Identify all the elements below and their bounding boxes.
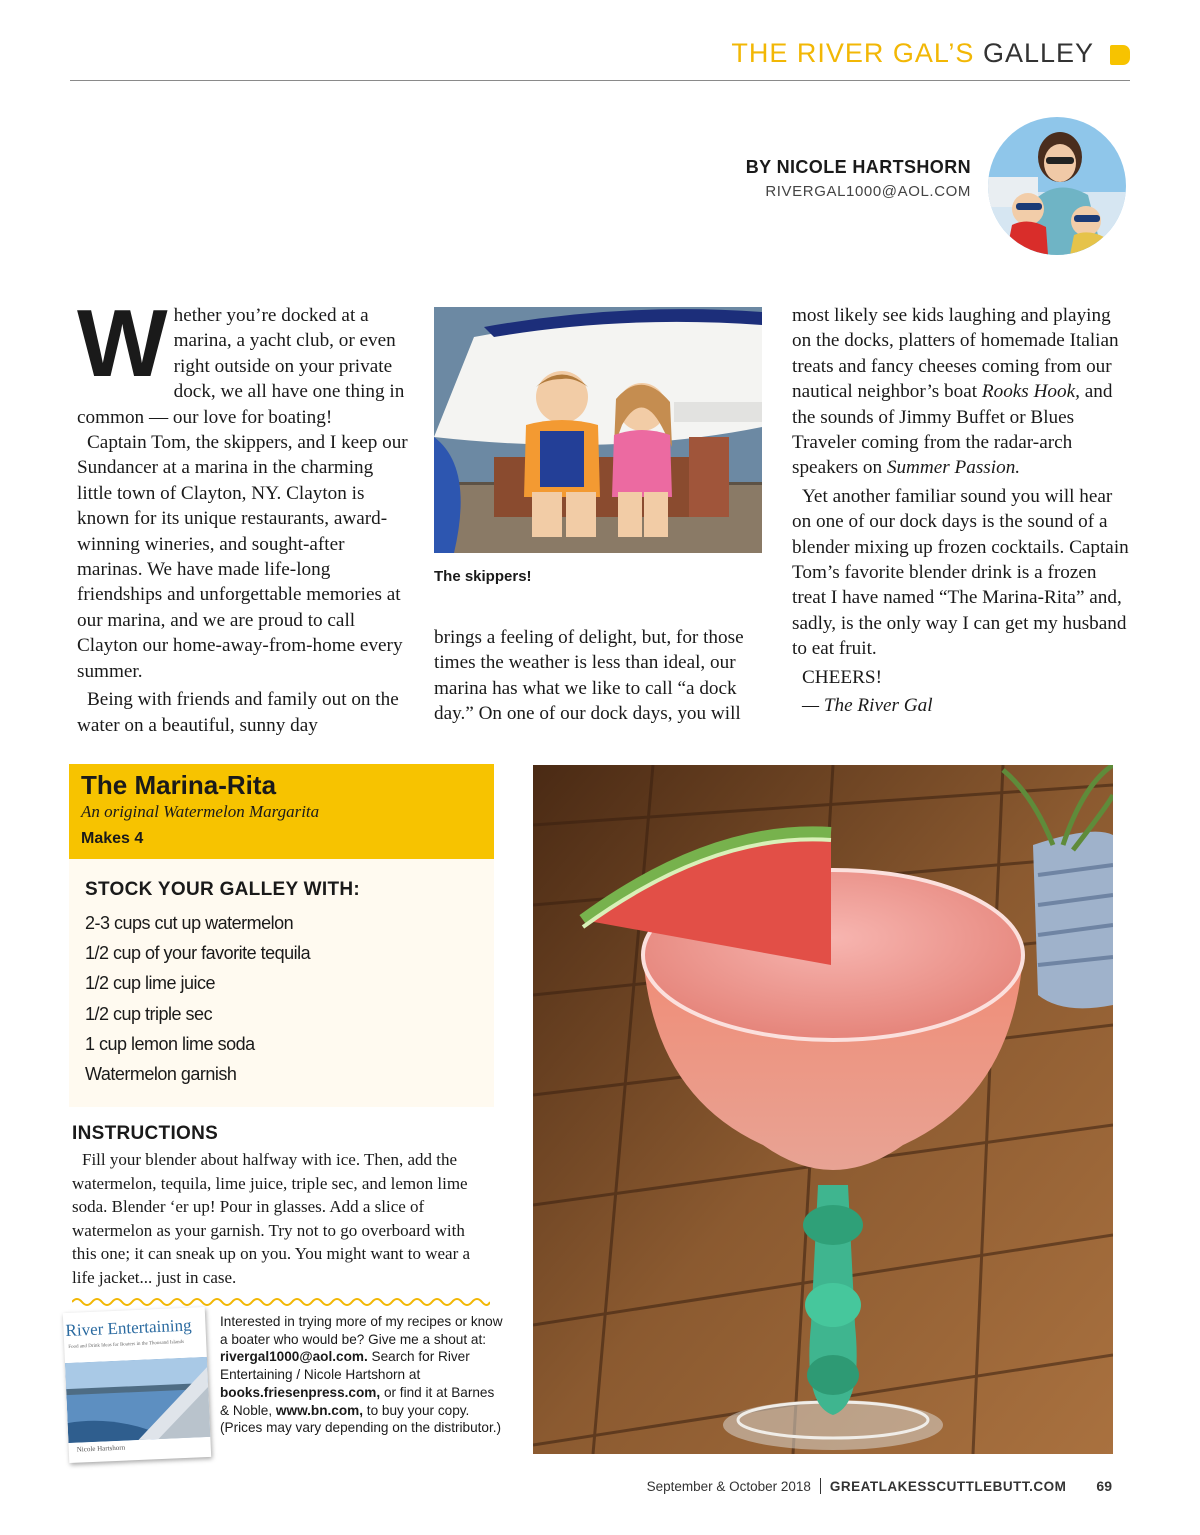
instructions-heading: INSTRUCTIONS [72,1123,219,1144]
photo-caption: The skippers! [434,568,532,585]
promo-email-link[interactable]: rivergal1000@aol.com. [220,1349,368,1365]
promo-text-part: or find it at Barnes & Noble, [220,1384,495,1418]
ingredient-list [85,911,310,1092]
promo-friesenpress-link[interactable]: books.friesenpress.com, [220,1384,381,1400]
recipe-yield: Makes 4 [81,830,144,847]
ingredient-item: 1/2 cup triple sec [85,1003,213,1024]
book-cover-image [65,1357,210,1443]
article-column-2 [434,625,764,727]
book-author: Nicole Hartshorn [76,1443,126,1454]
article-paragraph: Being with friends and family out on the water on a beautiful, sunny day [77,689,399,736]
book-cover [63,1307,211,1463]
boat-name: Rooks Hook, [981,381,1080,403]
page-number: 69 [1096,1478,1112,1494]
article-paragraph: brings a feeling of delight, but, for those times the weather is less than ideal, our marina has what we like to call “a dock day.” On one of our dock days, you will [434,627,744,725]
promo-text-part: Search for River Entertaining / Nicole Hartshorn at [220,1349,470,1383]
promo-text-part: Interested in trying more of my recipes or know a boater who would be? Give me a shout at: [220,1314,503,1347]
ingredient-item: 1 cup lemon lime soda [85,1033,255,1054]
article-column-1 [77,290,409,738]
issue-date: September & October 2018 [646,1478,811,1494]
margarita-photo [533,765,1113,1454]
book-subtitle: Food and Drink Ideas for Boaters in the Thousand Islands [68,1339,185,1350]
instructions-body [72,1148,487,1289]
section-title-galley: GALLEY [982,38,1094,68]
cheers-text: CHEERS! [802,666,882,688]
recipe-title: The Marina-Rita [81,770,277,800]
footer-divider [820,1478,821,1494]
book-title: River Entertaining [65,1315,192,1341]
article-paragraph: Yet another familiar sound you will hear on one of our dock days is the sound of a blender mixing up frozen cocktails. Captain Tom’s favorite blender drink is a frozen treat I have named “The Marina-Rita” and, sadly, is the only way I can get my husband to eat fruit. [792,485,1129,660]
section-title [731,38,1094,69]
ingredient-item: Watermelon garnish [85,1063,237,1084]
section-title-river-gal: THE RIVER GAL’S [731,38,975,68]
ingredients-box [69,859,494,1107]
ingredient-item: 1/2 cup of your favorite tequila [85,943,311,964]
byline-email: RIVERGAL1000@AOL.COM [765,183,971,200]
signoff: — The River Gal [802,695,933,717]
promo-bn-link[interactable]: www.bn.com, [275,1402,364,1418]
ingredient-item: 1/2 cup lime juice [85,973,216,994]
ingredient-item: 2-3 cups cut up watermelon [85,913,294,933]
boat-name: Summer Passion. [886,457,1021,479]
recipe-header [69,764,494,859]
recipe-subtitle: An original Watermelon Margarita [81,802,320,821]
ingredients-heading: STOCK YOUR GALLEY WITH: [85,879,361,900]
article-column-3 [792,303,1132,719]
drop-cap: W [77,290,168,397]
footer-website: GREATLAKESSCUTTLEBUTT.COM [829,1478,1067,1494]
article-text: most likely see kids laughing and playing on the docks, platters of homemade Italian treats and fancy cheeses coming from our nautical neighbor’s boat [792,305,1119,403]
instructions-text: Fill your blender about halfway with ice. Then, add the watermelon, tequila, lime juice, triple sec, and lemon lime soda. Blender ‘er up! Pour in glasses. Add a slice of watermelon as your garnish. Try not to go overboard with this one; it can sneak up on you. You might want to wear a life jacket... just in case. [72,1150,471,1287]
wave-divider [72,1296,490,1308]
header-rule [70,80,1130,81]
article-paragraph: Captain Tom, the skippers, and I keep our Sundancer at a marina in the charming little town of Clayton, NY. Clayton is known for its unique restaurants, award-winning wineries, and sought-after marinas. We have made life-long friendships and unforgettable memories at our marina, and we are proud to call Clayton our home-away-from-home every summer. [77,432,408,682]
article-paragraph: hether you’re docked at a marina, a yacht club, or even right outside on your private dock, we all have one thing in common — our love for boating! [77,305,405,428]
byline-author: BY NICOLE HARTSHORN [745,157,971,177]
article-text: and the sounds of Jimmy Buffet or Blues Traveler coming from the radar-arch speakers on [792,381,1113,479]
promo-text-part: to buy your copy. (Prices may vary depending on the distributor.) [220,1402,502,1436]
page-footer [647,1478,1112,1494]
section-tab-marker [1110,45,1130,65]
promo-text [220,1313,505,1437]
author-photo [988,117,1126,255]
skippers-photo [434,307,762,553]
